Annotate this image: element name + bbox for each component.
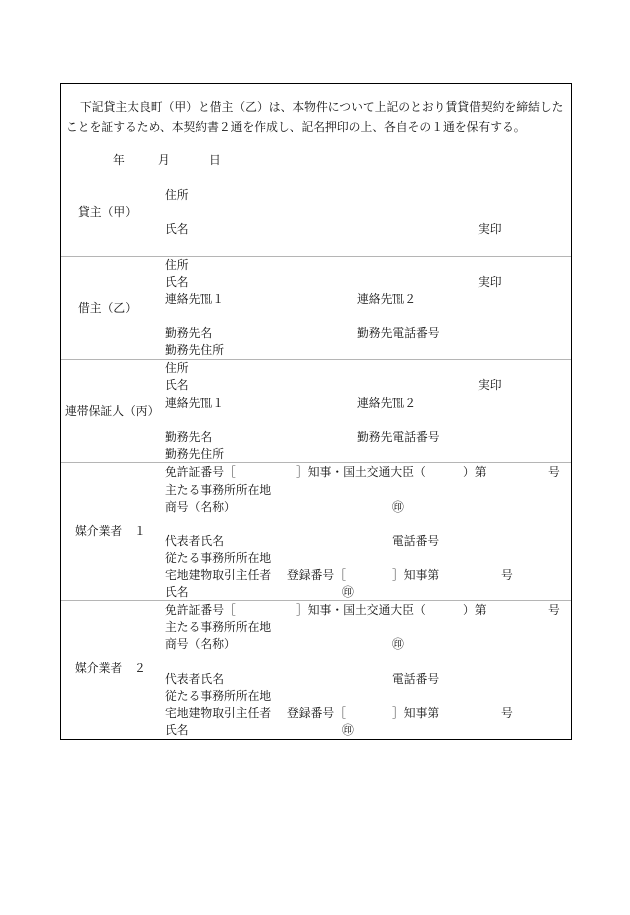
broker-2-license-authority: ］知事・国土交通大臣（	[296, 603, 426, 617]
lessee-employer-address: 勤務先住所	[165, 343, 224, 357]
guarantor-address: 住所	[165, 361, 189, 375]
section-divider	[61, 462, 571, 463]
broker-2-agent: 宅地建物取引主任者	[165, 706, 272, 720]
broker-1-label: 媒介業者 １	[75, 524, 146, 538]
guarantor-tel1: 連絡先℡１	[165, 396, 224, 410]
lessor-name: 氏名	[165, 222, 189, 236]
broker-1-agent-name: 氏名	[165, 585, 189, 599]
broker-2-registration-authority: ］知事第	[392, 706, 440, 720]
broker-1-license-prefix: 免許証番号［	[165, 465, 236, 479]
guarantor-employer-tel: 勤務先電話番号	[357, 430, 440, 444]
date-month: 月	[158, 153, 170, 167]
section-divider	[61, 256, 571, 257]
lessee-address: 住所	[165, 258, 189, 272]
broker-2-registration-prefix: 登録番号［	[287, 706, 346, 720]
broker-2-representative: 代表者氏名	[165, 672, 224, 686]
lessee-name: 氏名	[165, 275, 189, 289]
broker-1-registration-suffix: 号	[501, 568, 513, 582]
lessee-label: 借主（乙）	[78, 301, 137, 315]
broker-1-agent: 宅地建物取引主任者	[165, 568, 272, 582]
broker-1-representative: 代表者氏名	[165, 534, 224, 548]
broker-1-branch-office: 従たる事務所所在地	[165, 551, 272, 565]
lessee-tel2: 連絡先℡２	[357, 292, 416, 306]
lessor-seal: 実印	[478, 222, 502, 236]
broker-2-license-number: ）第	[463, 603, 487, 617]
broker-1-agent-seal-mark: ㊞	[342, 585, 354, 599]
broker-1-trade-name: 商号（名称）	[165, 500, 236, 514]
guarantor-seal: 実印	[478, 378, 502, 392]
broker-1-registration-prefix: 登録番号［	[287, 568, 346, 582]
date-day: 日	[209, 153, 221, 167]
lessee-seal: 実印	[478, 275, 502, 289]
section-divider	[61, 359, 571, 360]
broker-2-trade-name: 商号（名称）	[165, 637, 236, 651]
guarantor-employer-address: 勤務先住所	[165, 447, 224, 461]
broker-2-license-prefix: 免許証番号［	[165, 603, 236, 617]
guarantor-label: 連帯保証人（丙）	[65, 404, 160, 418]
broker-1-seal-mark: ㊞	[392, 500, 404, 514]
broker-2-agent-name: 氏名	[165, 723, 189, 737]
broker-1-license-authority: ］知事・国土交通大臣（	[296, 465, 426, 479]
lessor-address: 住所	[165, 188, 189, 202]
broker-2-agent-seal-mark: ㊞	[342, 723, 354, 737]
broker-2-branch-office: 従たる事務所所在地	[165, 689, 272, 703]
broker-1-registration-authority: ］知事第	[392, 568, 440, 582]
intro-line-2: ことを証するため、本契約書２通を作成し、記名押印の上、各自その１通を保有する。	[66, 120, 526, 134]
lessee-employer: 勤務先名	[165, 326, 213, 340]
guarantor-tel2: 連絡先℡２	[357, 396, 416, 410]
broker-2-phone: 電話番号	[392, 672, 440, 686]
guarantor-employer: 勤務先名	[165, 430, 213, 444]
date-year: 年	[113, 153, 125, 167]
broker-1-head-office: 主たる事務所所在地	[165, 483, 272, 497]
broker-2-registration-suffix: 号	[501, 706, 513, 720]
lessor-label: 貸主（甲）	[78, 205, 137, 219]
broker-2-head-office: 主たる事務所所在地	[165, 620, 272, 634]
lessee-tel1: 連絡先℡１	[165, 292, 224, 306]
lessee-employer-tel: 勤務先電話番号	[357, 326, 440, 340]
broker-1-license-suffix: 号	[548, 465, 560, 479]
section-divider	[61, 600, 571, 601]
guarantor-name: 氏名	[165, 378, 189, 392]
broker-1-license-number: ）第	[463, 465, 487, 479]
broker-1-phone: 電話番号	[392, 534, 440, 548]
broker-2-seal-mark: ㊞	[392, 637, 404, 651]
broker-2-license-suffix: 号	[548, 603, 560, 617]
broker-2-label: 媒介業者 ２	[75, 661, 146, 675]
intro-line-1: 下記貸主太良町（甲）と借主（乙）は、本物件について上記のとおり賃貸借契約を締結した	[80, 100, 564, 114]
